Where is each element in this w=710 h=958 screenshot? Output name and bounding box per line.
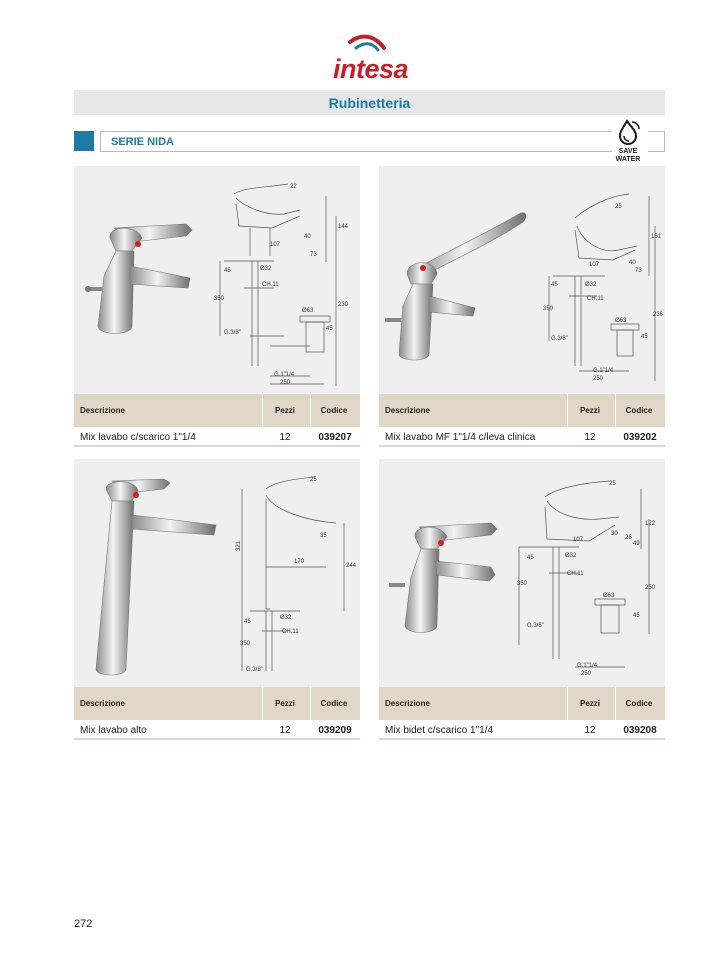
svg-text:45: 45 [641, 334, 648, 340]
table-row [379, 427, 665, 445]
table-row [379, 720, 665, 738]
section-title: Rubinetteria [328, 95, 411, 111]
series-border [100, 131, 615, 132]
svg-text:45: 45 [224, 268, 231, 274]
logo-swoosh-icon [348, 34, 388, 56]
svg-text:Ø63: Ø63 [615, 318, 627, 324]
product-pezzi: 12 [584, 432, 596, 443]
product-pezzi: 12 [279, 725, 291, 736]
product-description: Mix lavabo MF 1"1/4 c/leva clinica [385, 432, 536, 443]
product-description: Mix lavabo c/scarico 1"1/4 [80, 432, 196, 443]
svg-text:350: 350 [240, 641, 251, 647]
svg-text:G.3/8": G.3/8" [224, 330, 241, 336]
save-water-icon [616, 118, 640, 146]
product-pezzi: 12 [279, 432, 291, 443]
svg-text:244: 244 [346, 563, 357, 569]
product-codice: 039209 [318, 725, 352, 736]
table-header [74, 394, 360, 427]
svg-text:151: 151 [651, 234, 662, 240]
table-header [74, 687, 360, 720]
table-header [379, 687, 665, 720]
product-image [74, 459, 360, 687]
svg-text:Ø32: Ø32 [260, 266, 272, 272]
product-codice: 039207 [318, 432, 352, 443]
header-descrizione: Descrizione [80, 699, 125, 708]
svg-text:45: 45 [244, 619, 251, 625]
svg-text:107: 107 [573, 537, 584, 543]
svg-text:45: 45 [633, 613, 640, 619]
header-codice: Codice [625, 406, 653, 415]
svg-text:CH.11: CH.11 [262, 282, 279, 288]
table-row [74, 720, 360, 738]
svg-text:350: 350 [517, 581, 528, 587]
svg-text:45: 45 [326, 326, 333, 332]
column-divider [615, 687, 616, 720]
product-codice: 039202 [623, 432, 657, 443]
series-border [100, 151, 615, 152]
header-descrizione: Descrizione [385, 699, 430, 708]
svg-text:45: 45 [527, 555, 534, 561]
series-marker [74, 131, 94, 151]
svg-text:45: 45 [551, 282, 558, 288]
svg-text:236: 236 [653, 312, 664, 318]
svg-text:G.3/8": G.3/8" [551, 336, 568, 342]
header-descrizione: Descrizione [80, 406, 125, 415]
header-codice: Codice [320, 406, 348, 415]
svg-text:250: 250 [593, 376, 604, 382]
svg-text:G.1"1/4: G.1"1/4 [577, 663, 598, 669]
save-water-badge [612, 118, 644, 166]
brand-name: intesa [333, 54, 409, 84]
svg-text:G.3/8": G.3/8" [527, 623, 544, 629]
svg-text:G.3/8": G.3/8" [246, 667, 263, 673]
svg-text:26: 26 [625, 535, 632, 541]
header-descrizione: Descrizione [385, 406, 430, 415]
svg-text:40: 40 [304, 234, 311, 240]
svg-text:40: 40 [629, 260, 636, 266]
row-divider [379, 445, 665, 447]
series-title: SERIE NIDA [111, 136, 174, 148]
svg-text:CH.11: CH.11 [282, 629, 299, 635]
svg-text:Ø32: Ø32 [565, 553, 577, 559]
svg-text:25: 25 [310, 477, 317, 483]
product-description: Mix lavabo alto [80, 725, 147, 736]
svg-text:144: 144 [338, 224, 349, 230]
svg-text:350: 350 [543, 306, 554, 312]
series-border [100, 131, 101, 152]
product-image [379, 459, 665, 687]
svg-text:107: 107 [589, 262, 600, 268]
row-divider [74, 445, 360, 447]
column-divider [310, 394, 311, 427]
svg-text:CH.11: CH.11 [587, 296, 604, 302]
svg-text:Ø32: Ø32 [280, 615, 292, 621]
svg-text:Ø63: Ø63 [302, 308, 314, 314]
row-divider [74, 738, 360, 740]
svg-text:73: 73 [310, 252, 317, 258]
product-image [74, 166, 360, 394]
column-divider [567, 687, 568, 720]
svg-text:Ø32: Ø32 [585, 282, 597, 288]
svg-text:CH.11: CH.11 [567, 571, 584, 577]
svg-text:250: 250 [645, 585, 656, 591]
svg-text:350: 350 [214, 296, 225, 302]
product-description: Mix bidet c/scarico 1"1/4 [385, 725, 494, 736]
header-codice: Codice [625, 699, 653, 708]
column-divider [567, 394, 568, 427]
svg-text:250: 250 [581, 671, 592, 677]
header-pezzi: Pezzi [579, 406, 600, 415]
bidet-mixer-with-drain-icon [379, 459, 665, 687]
svg-text:107: 107 [270, 242, 281, 248]
column-divider [262, 394, 263, 427]
header-pezzi: Pezzi [274, 406, 295, 415]
svg-text:30: 30 [611, 531, 618, 537]
product-image [379, 166, 665, 394]
table-header [379, 394, 665, 427]
clinical-lever-basin-mixer-icon [379, 166, 665, 394]
svg-text:230: 230 [338, 302, 349, 308]
basin-mixer-with-drain-icon [74, 166, 360, 394]
svg-text:22: 22 [290, 184, 297, 190]
svg-text:170: 170 [294, 559, 305, 565]
header-pezzi: Pezzi [579, 699, 600, 708]
svg-text:G.1"1/4: G.1"1/4 [274, 372, 295, 378]
badge-line-1: SAVE [618, 148, 638, 155]
tall-basin-mixer-icon [74, 459, 360, 687]
product-codice: 039208 [623, 725, 657, 736]
svg-text:321: 321 [236, 540, 242, 551]
svg-text:73: 73 [635, 268, 642, 274]
brand-logo [318, 34, 418, 82]
header-pezzi: Pezzi [274, 699, 295, 708]
svg-text:49: 49 [633, 541, 640, 547]
svg-text:35: 35 [320, 533, 327, 539]
svg-text:Ø63: Ø63 [603, 593, 615, 599]
row-divider [379, 738, 665, 740]
product-pezzi: 12 [584, 725, 596, 736]
badge-line-2: WATER [615, 156, 641, 163]
svg-text:G.1"1/4: G.1"1/4 [593, 368, 614, 374]
column-divider [262, 687, 263, 720]
svg-text:250: 250 [280, 380, 291, 386]
section-header [74, 90, 665, 115]
header-codice: Codice [320, 699, 348, 708]
page-number: 272 [74, 918, 93, 930]
svg-text:25: 25 [609, 481, 616, 487]
column-divider [615, 394, 616, 427]
svg-text:25: 25 [615, 204, 622, 210]
column-divider [310, 687, 311, 720]
svg-text:122: 122 [645, 521, 656, 527]
series-border [648, 131, 665, 152]
table-row [74, 427, 360, 445]
